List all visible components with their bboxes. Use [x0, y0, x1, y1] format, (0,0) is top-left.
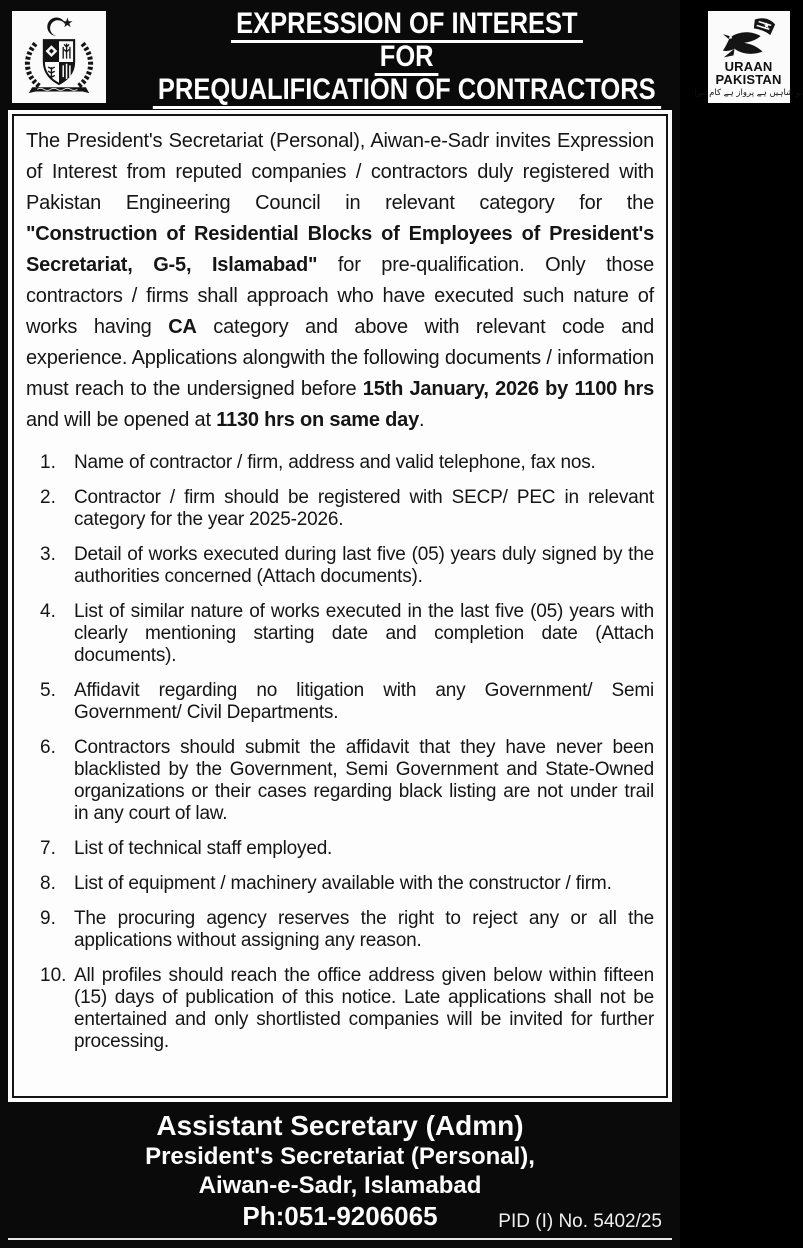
intro-segment: 15th January, 2026 by 1100 hrs — [362, 378, 654, 400]
list-item-number: 4. — [40, 601, 56, 622]
pakistan-emblem-icon — [17, 15, 101, 99]
title-text-3: PREQUALIFICATION OF CONTRACTORS — [153, 74, 661, 109]
intro-segment: "Construction of Residential Blocks of Employees of President's Secretariat, G-5, Islamabad" — [26, 223, 654, 276]
title-text-1: EXPRESSION OF INTEREST — [231, 8, 583, 43]
uraan-pakistan-logo — [694, 11, 803, 103]
title-line-1 — [108, 8, 706, 41]
list-item-text: All profiles should reach the office address given below within fifteen (15) days of publication of this notice. Late applications shall not be entertained and only shortlisted companies will be invited for further processing. — [74, 965, 654, 1052]
list-item-number: 3. — [40, 544, 56, 565]
pid-number: PID (I) No. 5402/25 — [498, 1211, 662, 1232]
list-item-number: 9. — [40, 908, 56, 929]
title-text-2: FOR — [375, 41, 439, 76]
intro-segment: . — [419, 409, 425, 431]
list-item-number: 8. — [40, 873, 56, 894]
requirements-list — [26, 452, 654, 1053]
notice-body-border — [12, 114, 668, 1098]
intro-segment: 1130 hrs on same day — [216, 409, 419, 431]
intro-segment: CA — [168, 316, 197, 338]
list-item — [26, 873, 654, 895]
list-item-text: The procuring agency reserves the right to reject any or all the applications without assigning any reason. — [74, 908, 654, 951]
title-line-3 — [108, 74, 706, 107]
footer — [8, 1102, 672, 1240]
list-item-number: 10. — [40, 965, 67, 986]
list-item-number: 6. — [40, 737, 56, 758]
footer-signatory-title: Assistant Secretary (Admn) — [156, 1110, 524, 1141]
uraan-bird-icon — [720, 16, 778, 60]
uraan-logo-word-1: URAAN — [724, 59, 773, 74]
intro-paragraph — [26, 126, 654, 436]
footer-phone: Ph:051-9206065 — [242, 1201, 438, 1231]
pakistan-state-emblem — [12, 11, 106, 103]
list-item-text: Affidavit regarding no litigation with any Government/ Semi Government/ Civil Departments. — [74, 680, 654, 723]
intro-segment: category and above with relevant code and experience. Applications alongwith the following documents / information must reach to the undersigned before — [26, 316, 654, 400]
notice-title — [106, 8, 708, 107]
footer-address-line: Aiwan-e-Sadr, Islamabad — [198, 1172, 482, 1199]
footer-office-line: President's Secretariat (Personal), — [145, 1143, 535, 1170]
list-item-number: 5. — [40, 680, 56, 701]
list-item — [26, 487, 654, 531]
list-item — [26, 452, 654, 474]
title-line-2 — [108, 41, 706, 74]
list-item — [26, 737, 654, 825]
intro-segment: and will be opened at — [26, 409, 217, 431]
footer-bottom-rule — [8, 1238, 672, 1240]
list-item — [26, 601, 654, 667]
list-item-number: 1. — [40, 452, 56, 473]
list-item — [26, 965, 654, 1053]
list-item-number: 2. — [40, 487, 56, 508]
list-item-number: 7. — [40, 838, 56, 859]
list-item-text: Contractors should submit the affidavit that they have never been blacklisted by the Government, Semi Government and State-Owned organizations or their cases regarding black listing are not under trail in any court of law. — [74, 737, 654, 824]
header — [8, 6, 803, 108]
notice-body-panel — [8, 110, 672, 1102]
list-item-text: List of similar nature of works executed in the last five (05) years with clearly mentioning starting date and completion date (Attach documents). — [74, 601, 654, 666]
list-item-text: Detail of works executed during last five (05) years duly signed by the authorities concerned (Attach documents). — [74, 544, 654, 587]
list-item-text: Contractor / firm should be registered with SECP/ PEC in relevant category for the year 2025-2026. — [74, 487, 654, 530]
intro-segment: for pre-qualification. Only those contractors / firms shall approach who have executed such nature of works having — [26, 254, 654, 338]
list-item — [26, 680, 654, 724]
list-item — [26, 544, 654, 588]
uraan-logo-word-2: PAKISTAN — [715, 72, 782, 87]
uraan-urdu-tagline: تو شاہیں ہے پرواز ہے کام تیرا — [694, 88, 803, 98]
list-item — [26, 838, 654, 860]
list-item-text: Name of contractor / firm, address and valid telephone, fax nos. — [74, 452, 596, 473]
list-item — [26, 908, 654, 952]
intro-segment: The President's Secretariat (Personal), Aiwan-e-Sadr invites Expression of Interest from reputed companies / contractors duly registered with Pakistan Engineering Council in relevant category for the — [26, 130, 654, 214]
list-item-text: List of technical staff employed. — [74, 838, 333, 859]
list-item-text: List of equipment / machinery available with the constructor / firm. — [74, 873, 612, 894]
